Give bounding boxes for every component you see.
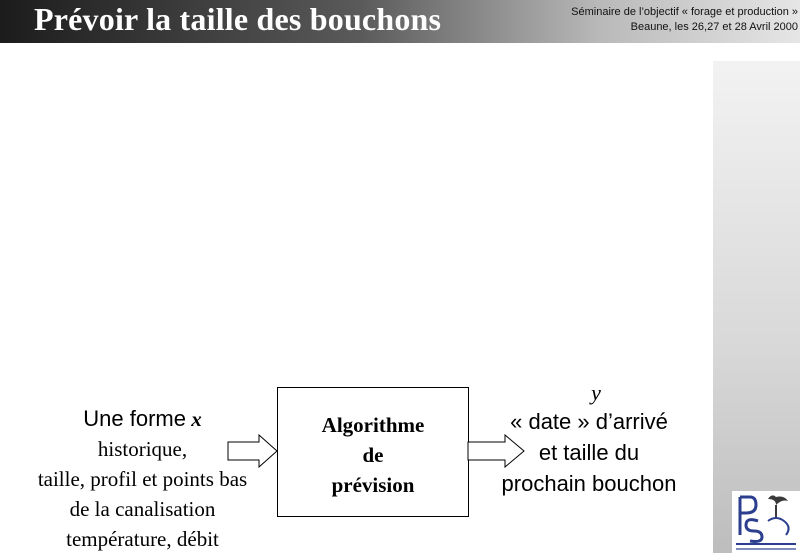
logo-graphic <box>732 491 800 553</box>
output-line: « date » d’arrivé <box>510 409 668 434</box>
input-heading-line <box>10 404 275 434</box>
logo-underline-2 <box>736 548 796 550</box>
input-heading: Une forme <box>83 406 186 431</box>
input-line: de la canalisation <box>69 497 216 521</box>
logo-tree-crown <box>768 495 788 505</box>
input-variable: x <box>191 407 202 431</box>
input-arrow-shape <box>228 435 277 467</box>
input-line: taille, profil et points bas <box>37 467 248 491</box>
seminar-name: Séminaire de l’objectif « forage et production » <box>571 6 798 18</box>
slide-title: Prévoir la taille des bouchons <box>34 1 442 37</box>
box-line: Algorithme <box>321 413 425 437</box>
output-description <box>484 406 694 499</box>
algorithm-box-label <box>278 410 468 500</box>
input-arrow <box>227 434 279 468</box>
input-line: température, débit <box>66 527 219 551</box>
input-line: historique, <box>97 437 188 461</box>
output-variable: y <box>591 380 601 405</box>
input-description <box>10 404 275 554</box>
sidebar-top-strip <box>713 43 800 61</box>
slide-header <box>0 0 800 43</box>
logo-tree-trunk <box>775 505 777 519</box>
logo-underline <box>736 543 796 545</box>
box-line: prévision <box>331 473 415 497</box>
seminar-date: Beaune, les 26,27 et 28 Avril 2000 <box>630 21 798 33</box>
algorithm-box <box>277 387 469 517</box>
output-line: prochain bouchon <box>501 471 677 496</box>
institution-logo <box>732 491 800 553</box>
box-line: de <box>362 443 384 467</box>
right-sidebar <box>713 43 800 553</box>
seminar-info <box>571 5 798 35</box>
logo-swirl <box>768 518 789 535</box>
output-line: et taille du <box>538 440 640 465</box>
